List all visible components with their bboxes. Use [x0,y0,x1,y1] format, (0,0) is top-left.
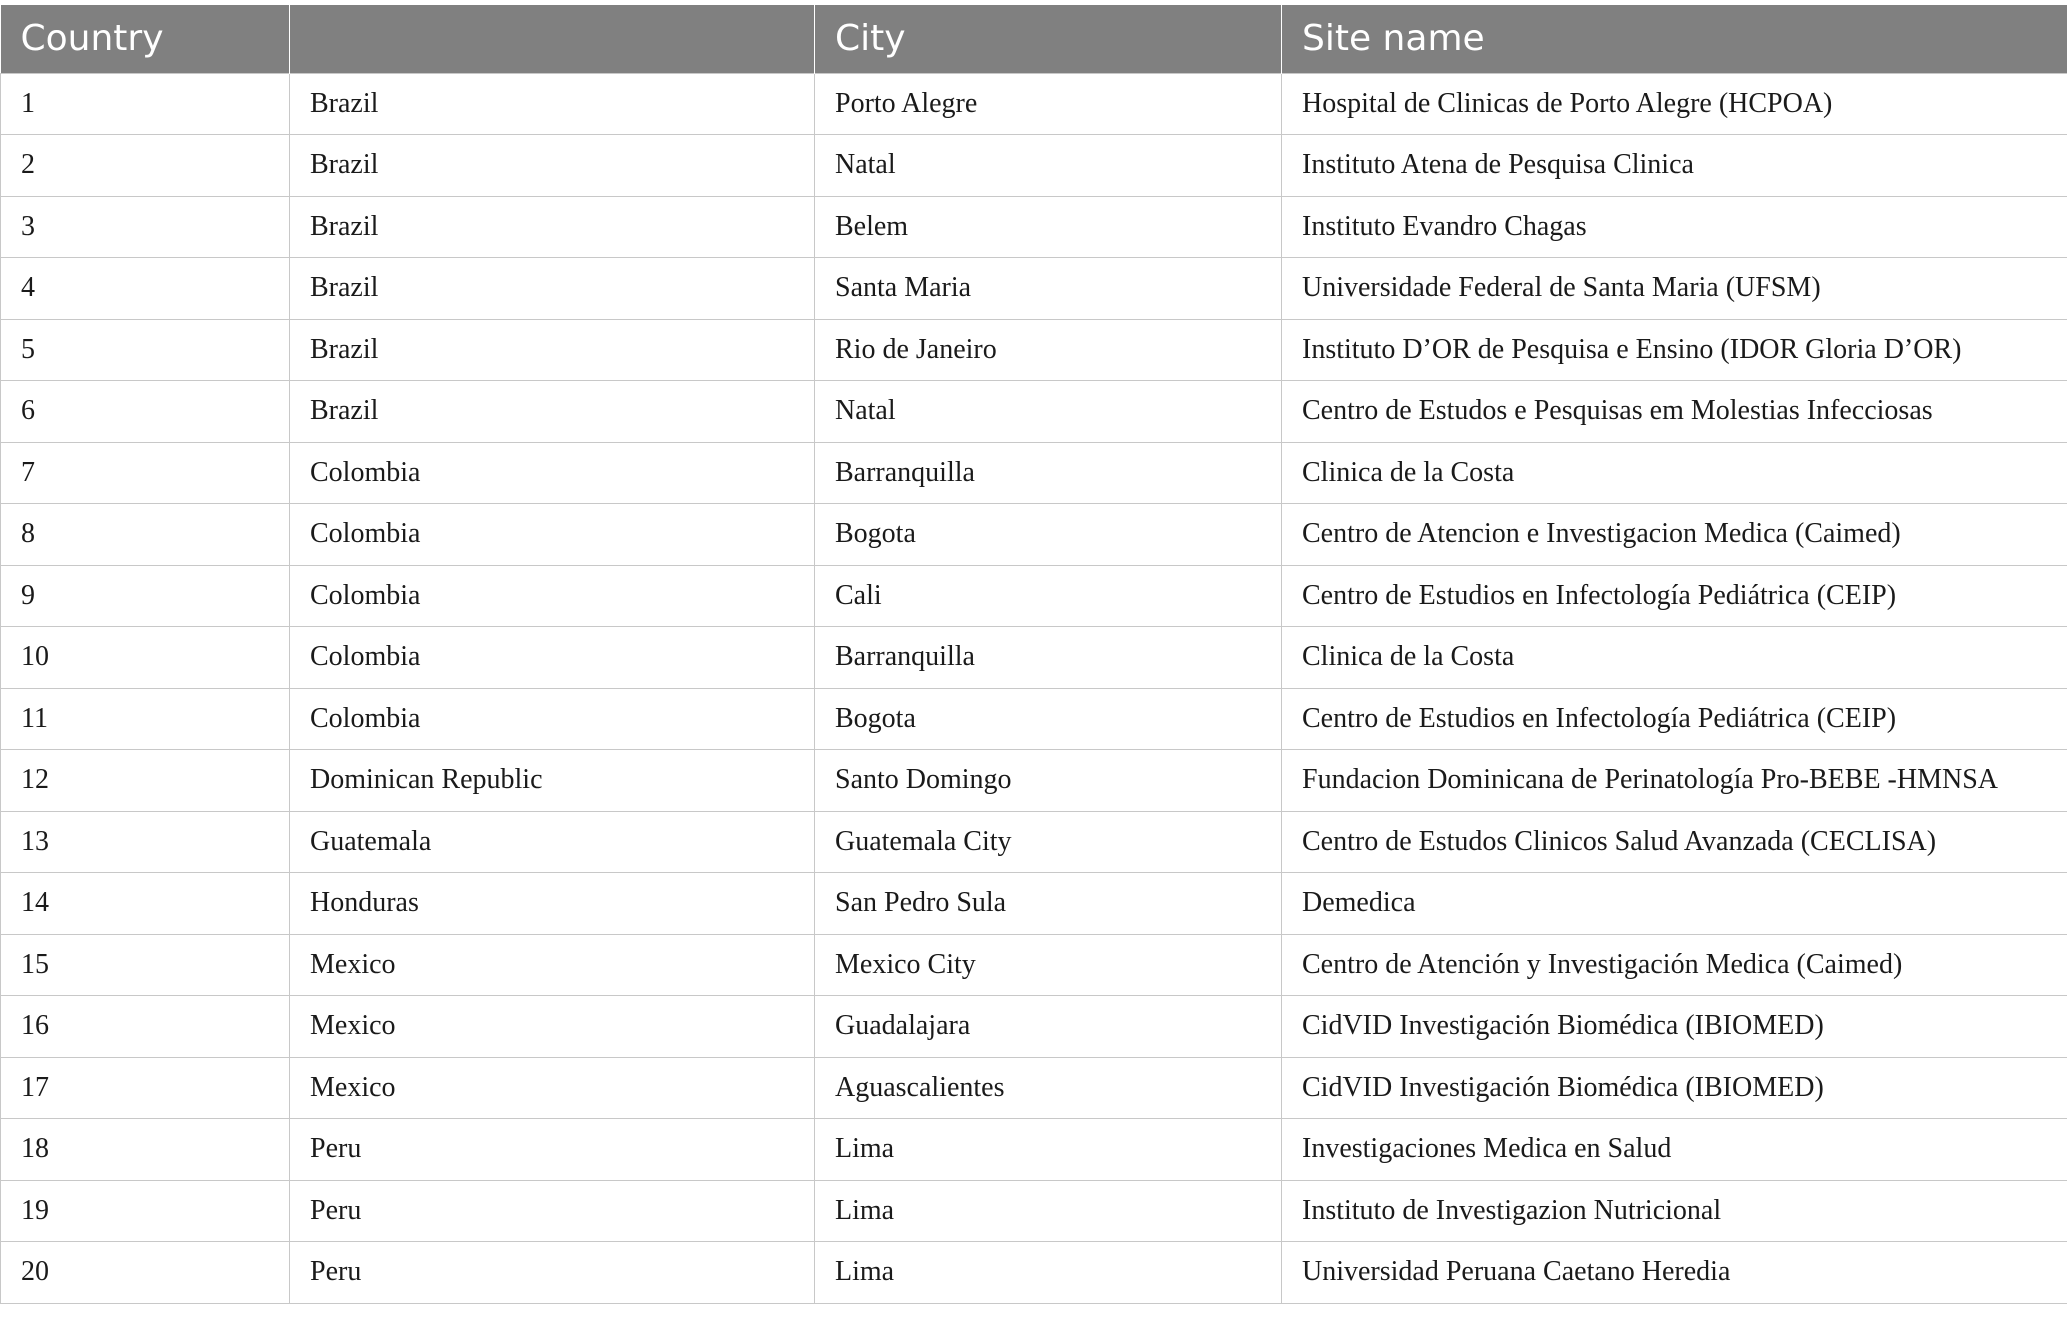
cell-city: Natal [815,381,1282,443]
cell-site-name: Centro de Atencion e Investigacion Medica (Caimed) [1282,504,2067,566]
cell-site-name: Clinica de la Costa [1282,442,2067,504]
study-sites-table [0,5,2067,1304]
cell-site-name: Centro de Estudios en Infectología Pediátrica (CEIP) [1282,565,2067,627]
cell-country: Brazil [290,73,815,135]
cell-number: 19 [1,1180,290,1242]
cell-number: 10 [1,627,290,689]
cell-number: 9 [1,565,290,627]
cell-site-name: CidVID Investigación Biomédica (IBIOMED) [1282,996,2067,1058]
table-row [1,811,2067,873]
cell-city: Cali [815,565,1282,627]
cell-country: Mexico [290,996,815,1058]
table-row [1,442,2067,504]
table-body [1,73,2067,1303]
cell-country: Colombia [290,688,815,750]
cell-country: Dominican Republic [290,750,815,812]
cell-city: Guatemala City [815,811,1282,873]
table-row [1,1119,2067,1181]
cell-country: Brazil [290,319,815,381]
cell-site-name: Universidad Peruana Caetano Heredia [1282,1242,2067,1304]
cell-city: Bogota [815,504,1282,566]
cell-number: 1 [1,73,290,135]
cell-number: 16 [1,996,290,1058]
cell-number: 11 [1,688,290,750]
cell-site-name: Instituto D’OR de Pesquisa e Ensino (IDOR Gloria D’OR) [1282,319,2067,381]
cell-country: Peru [290,1119,815,1181]
cell-site-name: Instituto Atena de Pesquisa Clinica [1282,135,2067,197]
cell-site-name: Investigaciones Medica en Salud [1282,1119,2067,1181]
cell-country: Brazil [290,381,815,443]
cell-city: Natal [815,135,1282,197]
cell-number: 5 [1,319,290,381]
cell-number: 8 [1,504,290,566]
table-header [1,5,2067,73]
cell-city: Belem [815,196,1282,258]
cell-country: Brazil [290,196,815,258]
table-row [1,1057,2067,1119]
cell-site-name: Instituto Evandro Chagas [1282,196,2067,258]
cell-site-name: CidVID Investigación Biomédica (IBIOMED) [1282,1057,2067,1119]
header-country: Country [1,5,290,73]
header-site-name: Site name [1282,5,2067,73]
cell-number: 2 [1,135,290,197]
cell-site-name: Centro de Atención y Investigación Medica (Caimed) [1282,934,2067,996]
table-row [1,504,2067,566]
table-row [1,196,2067,258]
table-row [1,934,2067,996]
table-row [1,1180,2067,1242]
cell-city: Aguascalientes [815,1057,1282,1119]
cell-site-name: Instituto de Investigazion Nutricional [1282,1180,2067,1242]
table-row [1,1242,2067,1304]
cell-city: Guadalajara [815,996,1282,1058]
table-row [1,565,2067,627]
cell-country: Peru [290,1242,815,1304]
cell-city: Lima [815,1180,1282,1242]
cell-number: 4 [1,258,290,320]
cell-number: 15 [1,934,290,996]
cell-site-name: Demedica [1282,873,2067,935]
cell-country: Mexico [290,934,815,996]
cell-country: Guatemala [290,811,815,873]
cell-city: Santa Maria [815,258,1282,320]
cell-site-name: Centro de Estudos e Pesquisas em Molestias Infecciosas [1282,381,2067,443]
cell-site-name: Clinica de la Costa [1282,627,2067,689]
cell-city: Mexico City [815,934,1282,996]
table-row [1,750,2067,812]
cell-city: Porto Alegre [815,73,1282,135]
cell-number: 13 [1,811,290,873]
cell-country: Colombia [290,627,815,689]
cell-country: Honduras [290,873,815,935]
cell-country: Brazil [290,258,815,320]
cell-number: 3 [1,196,290,258]
cell-city: Rio de Janeiro [815,319,1282,381]
cell-site-name: Hospital de Clinicas de Porto Alegre (HCPOA) [1282,73,2067,135]
table-row [1,73,2067,135]
cell-number: 17 [1,1057,290,1119]
cell-city: Lima [815,1242,1282,1304]
cell-number: 14 [1,873,290,935]
cell-country: Mexico [290,1057,815,1119]
cell-city: Barranquilla [815,442,1282,504]
cell-number: 7 [1,442,290,504]
cell-city: Barranquilla [815,627,1282,689]
table-row [1,996,2067,1058]
cell-city: Santo Domingo [815,750,1282,812]
header-blank [290,5,815,73]
cell-country: Colombia [290,442,815,504]
cell-site-name: Centro de Estudos Clinicos Salud Avanzada (CECLISA) [1282,811,2067,873]
cell-country: Colombia [290,504,815,566]
cell-city: Bogota [815,688,1282,750]
cell-number: 6 [1,381,290,443]
cell-number: 18 [1,1119,290,1181]
cell-country: Brazil [290,135,815,197]
header-city: City [815,5,1282,73]
table-row [1,258,2067,320]
cell-number: 12 [1,750,290,812]
table-row [1,627,2067,689]
cell-site-name: Centro de Estudios en Infectología Pediátrica (CEIP) [1282,688,2067,750]
cell-country: Colombia [290,565,815,627]
table-row [1,873,2067,935]
table-row [1,135,2067,197]
table-row [1,319,2067,381]
cell-number: 20 [1,1242,290,1304]
cell-city: San Pedro Sula [815,873,1282,935]
header-row [1,5,2067,73]
table-row [1,688,2067,750]
table-row [1,381,2067,443]
cell-site-name: Fundacion Dominicana de Perinatología Pro-BEBE -HMNSA [1282,750,2067,812]
cell-country: Peru [290,1180,815,1242]
cell-city: Lima [815,1119,1282,1181]
cell-site-name: Universidade Federal de Santa Maria (UFSM) [1282,258,2067,320]
